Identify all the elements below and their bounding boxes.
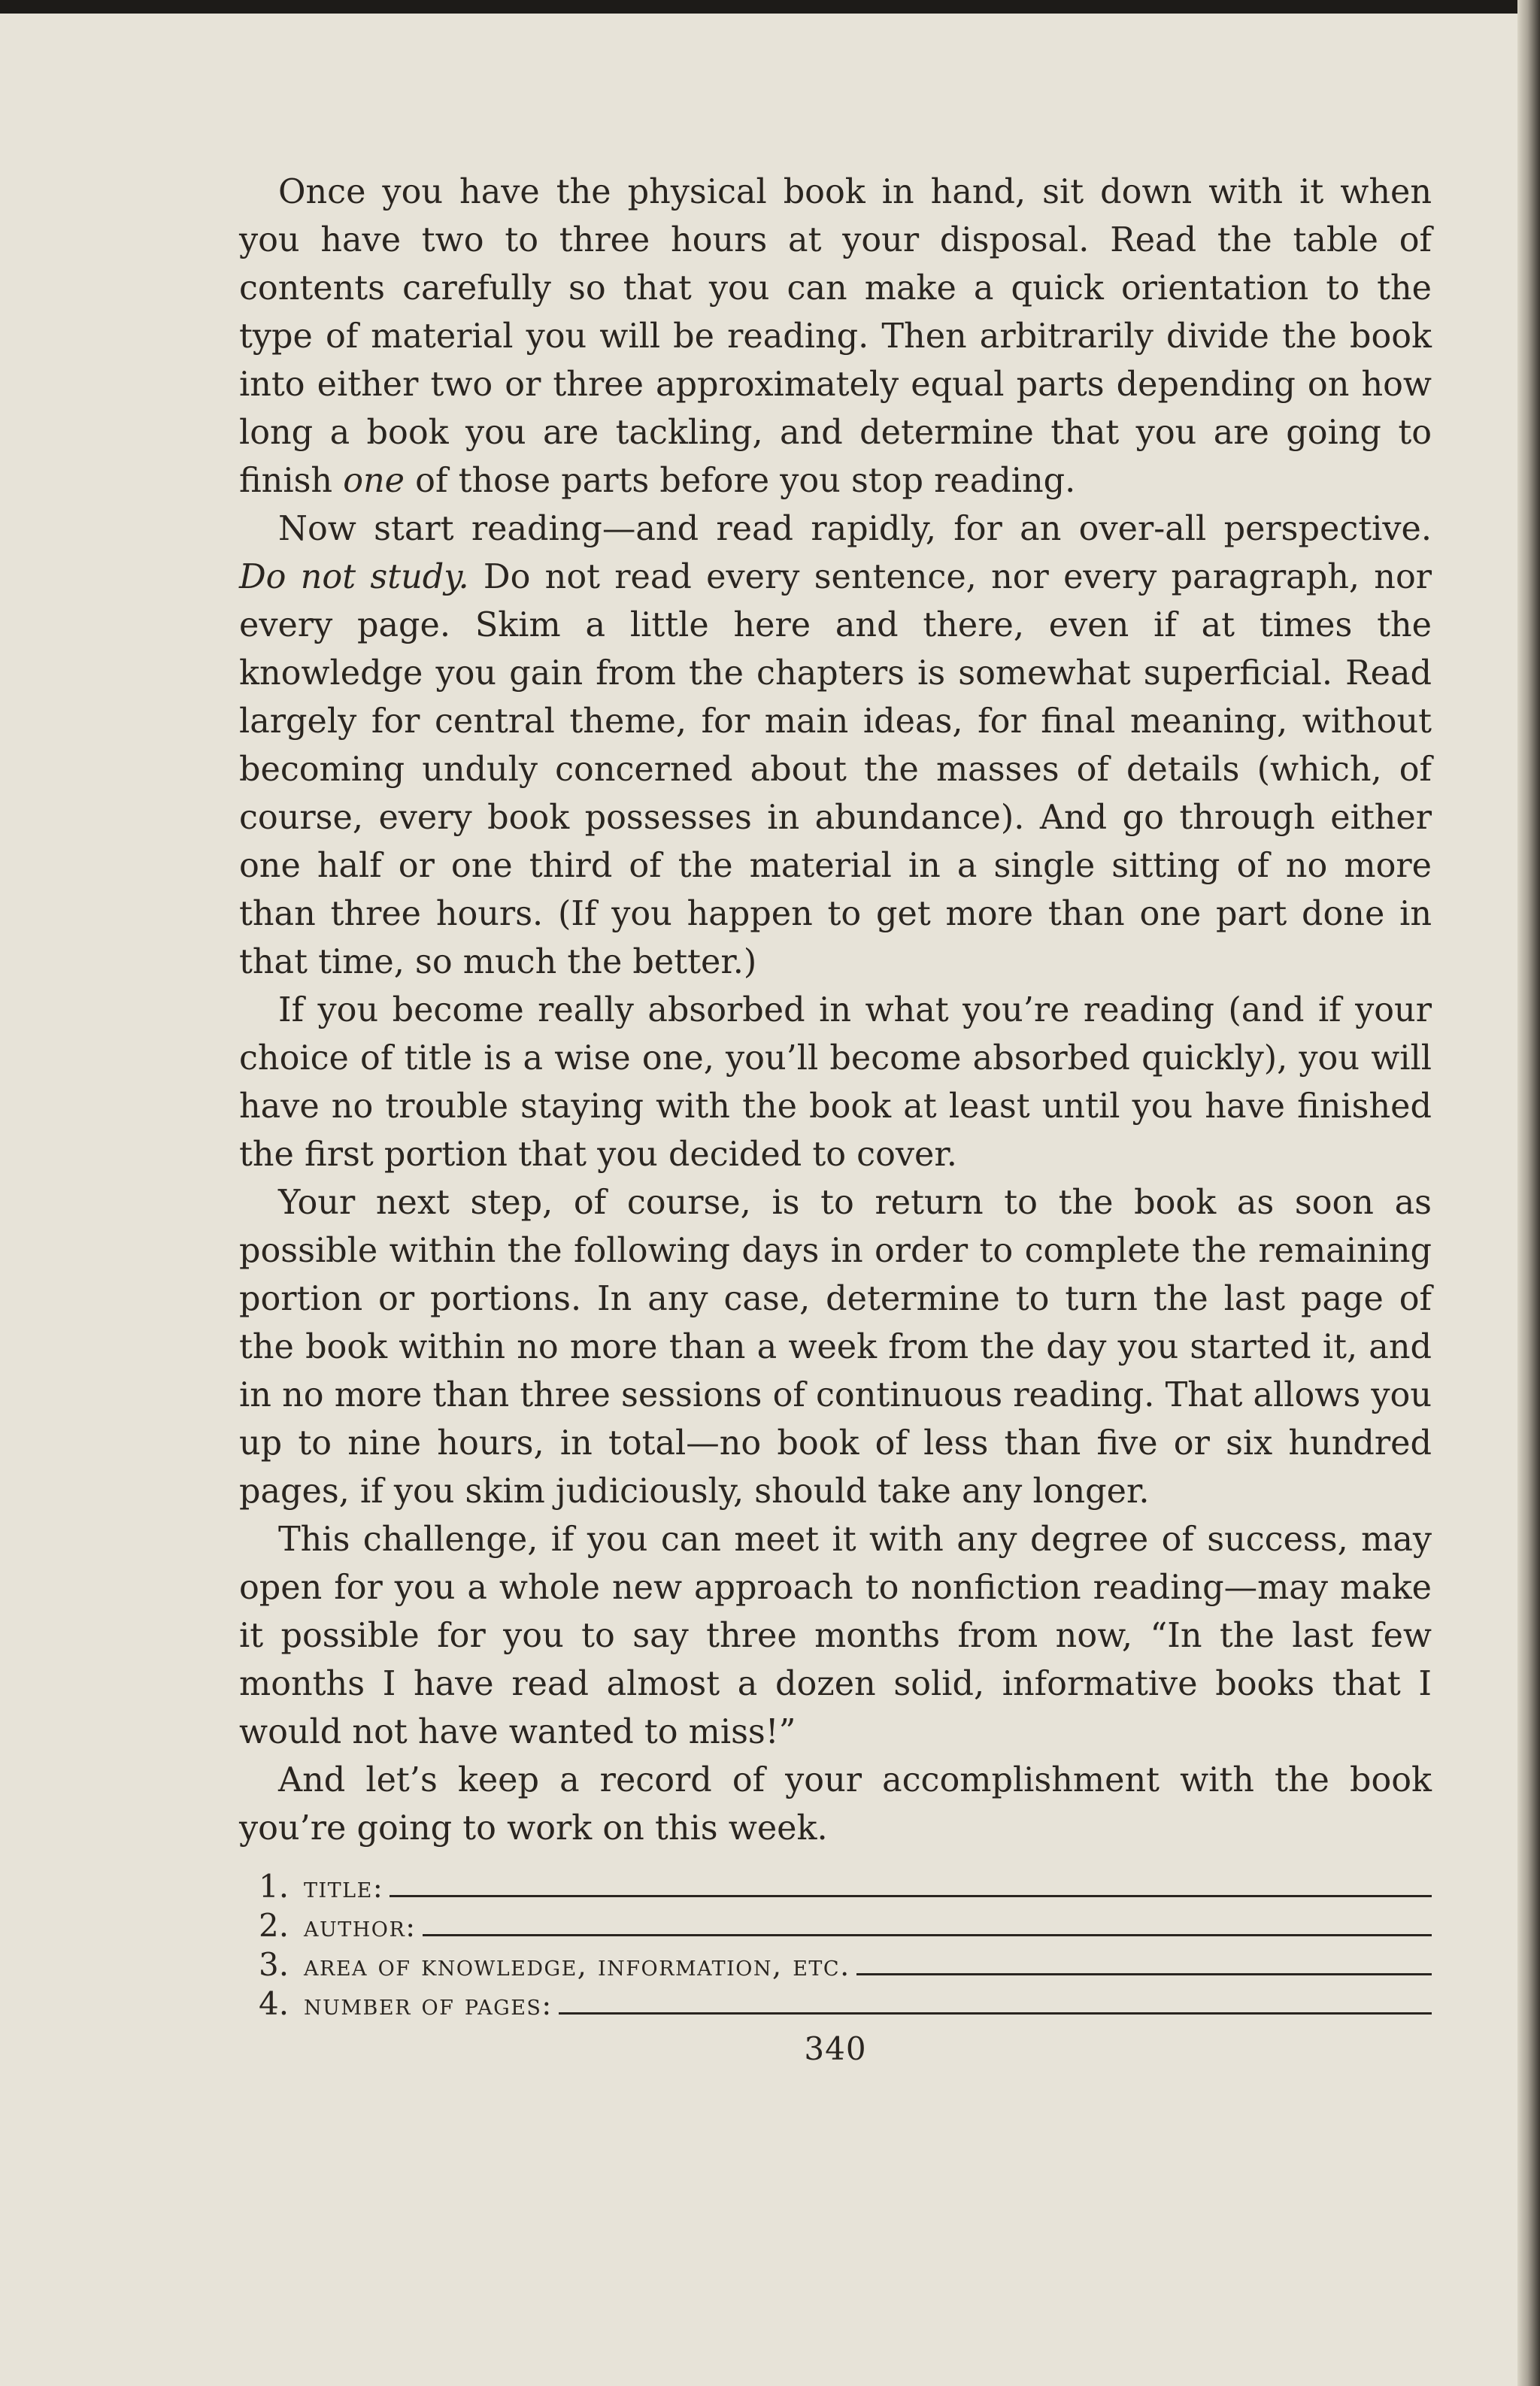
- text-run: And let’s keep a record of your accomplishment with the book you’re going to work on this week.: [239, 1761, 1432, 1848]
- italic-run: Do not study.: [239, 558, 469, 596]
- form-line-label: author:: [304, 1910, 417, 1943]
- form-blank-line: [423, 1912, 1432, 1936]
- form-line-title: [259, 1868, 1432, 1907]
- form-line-author: [259, 1907, 1432, 1946]
- form-line-area: [259, 1946, 1432, 1985]
- form-line-number: 1.: [259, 1868, 290, 1905]
- body-paragraph: [239, 1757, 1432, 1853]
- body-paragraph: [239, 1516, 1432, 1757]
- body-paragraph: [239, 987, 1432, 1179]
- form-blank-line: [856, 1951, 1432, 1975]
- form-blank-line: [559, 1990, 1432, 2015]
- form-line-pages: [259, 1985, 1432, 2024]
- body-text: [239, 168, 1432, 1853]
- form-line-number: 4.: [259, 1985, 290, 2022]
- text-run: Do not read every sentence, nor every paragraph, nor every page. Skim a little here and there, even if at times the knowledge you gain from the chapters is somewhat superficial. Read largely for central theme, for main ideas, for final meaning, without becoming unduly concerned about the masses of details (which, of course, every book possesses in abundance). And go through either one half or one third of the material in a single sitting of no more than three hours. (If you happen to get more than one part done in that time, so much the better.): [239, 558, 1432, 981]
- book-spine-edge: [1517, 0, 1540, 2386]
- text-run: Your next step, of course, is to return to the book as soon as possible within the following days in order to complete the remaining portion or portions. In any case, determine to turn the last page of the book within no more than a week from the day you started it, and in no more than three sessions of continuous reading. That allows you up to nine hours, in total—no book of less than five or six hundred pages, if you skim judiciously, should take any longer.: [239, 1184, 1432, 1511]
- form-line-label: number of pages:: [304, 1988, 553, 2021]
- text-run: Once you have the physical book in hand, sit down with it when you have two to three hours at your disposal. Read the table of contents carefully so that you can make a quick orientation to the type of material you will be reading. Then arbitrarily divide the book into either two or three approximately equal parts depending on how long a book you are tackling, and determine that you are going to finish: [239, 173, 1432, 500]
- form-line-label: title:: [304, 1871, 384, 1904]
- record-form: [239, 1868, 1432, 2024]
- form-line-number: 3.: [259, 1946, 290, 1983]
- italic-run: one: [343, 462, 405, 500]
- body-paragraph: [239, 1179, 1432, 1516]
- form-line-label: area of knowledge, information, etc.: [304, 1949, 850, 1982]
- text-run: If you become really absorbed in what you’re reading (and if your choice of title is a wise one, you’ll become absorbed quickly), you will have no trouble staying with the book at least until you have finished the first portion that you decided to cover.: [239, 991, 1432, 1174]
- scan-top-border: [0, 0, 1540, 14]
- page-number: 340: [804, 2030, 867, 2067]
- book-page: [239, 168, 1432, 2067]
- text-run: This challenge, if you can meet it with any degree of success, may open for you a whole new approach to nonfiction reading—may make it possible for you to say three months from now, “In the last few months I have read almost a dozen solid, informative books that I would not have wanted to miss!”: [239, 1520, 1432, 1751]
- form-line-number: 2.: [259, 1907, 290, 1944]
- text-run: of those parts before you stop reading.: [405, 462, 1076, 500]
- text-run: Now start reading—and read rapidly, for an over-all perspective.: [278, 510, 1432, 548]
- body-paragraph: [239, 168, 1432, 505]
- body-paragraph: [239, 505, 1432, 987]
- form-blank-line: [390, 1872, 1432, 1897]
